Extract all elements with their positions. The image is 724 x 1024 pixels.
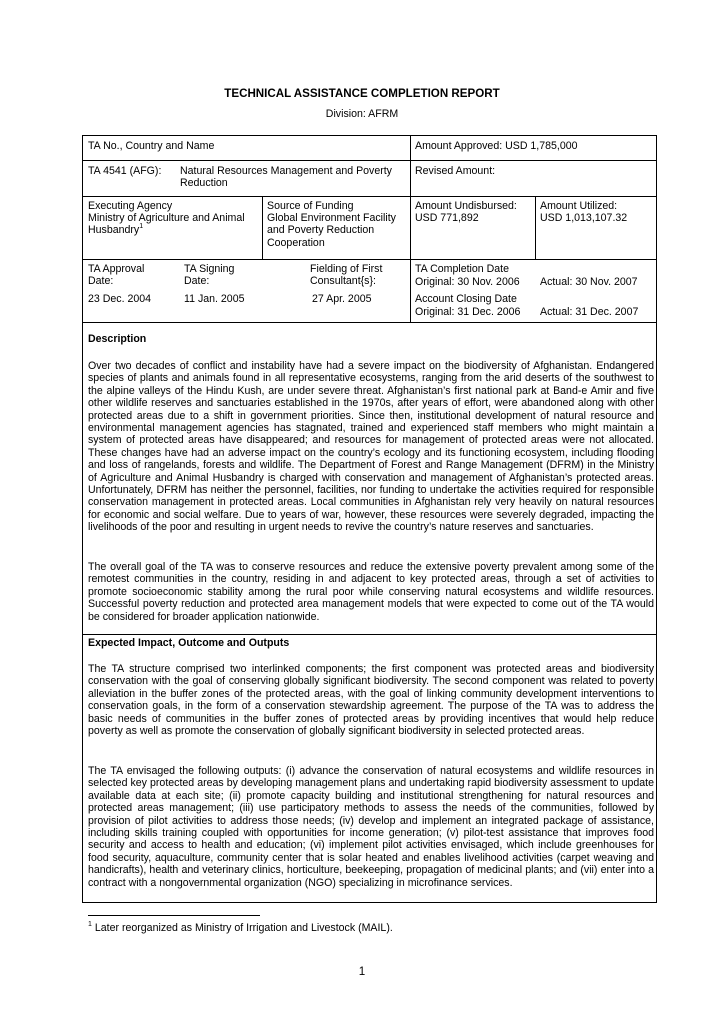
footnote-separator bbox=[88, 915, 260, 916]
division-label: Division: AFRM bbox=[325, 108, 399, 120]
description-heading: Description bbox=[88, 333, 147, 345]
table-rule bbox=[410, 135, 411, 322]
executing-agency-value: Ministry of Agriculture and Animal Husbandry$^1$ bbox=[88, 212, 245, 237]
table-rule bbox=[82, 259, 657, 260]
amount-utilized-value: USD 1,013,107.32 bbox=[540, 212, 628, 224]
footnote-number: 1 bbox=[88, 921, 92, 928]
ta-name: Natural Resources Management and Poverty Reduction bbox=[180, 165, 392, 190]
ta-no-value: TA 4541 (AFG): bbox=[88, 165, 162, 177]
table-rule bbox=[262, 196, 263, 259]
amount-utilized-label: Amount Utilized: bbox=[540, 200, 618, 212]
ta-signing-label-date: Date: bbox=[184, 275, 210, 287]
fielding-label: Fielding of First bbox=[310, 263, 383, 275]
closing-actual: Actual: 31 Dec. 2007 bbox=[540, 306, 639, 318]
page-number: 1 bbox=[358, 965, 366, 978]
section-rule bbox=[82, 634, 657, 635]
report-title: TECHNICAL ASSISTANCE COMPLETION REPORT bbox=[224, 87, 500, 100]
amount-undisbursed-value: USD 771,892 bbox=[415, 212, 479, 224]
closing-label: Account Closing Date bbox=[415, 293, 517, 305]
table-rule bbox=[82, 160, 657, 161]
closing-original: Original: 31 Dec. 2006 bbox=[415, 306, 521, 318]
completion-label: TA Completion Date bbox=[415, 263, 510, 275]
ta-approval-label: TA Approval bbox=[88, 263, 145, 275]
ta-signing-value: 11 Jan. 2005 bbox=[184, 293, 245, 305]
source-of-funding-label: Source of Funding bbox=[267, 200, 354, 212]
completion-actual: Actual: 30 Nov. 2007 bbox=[540, 276, 638, 288]
footnote-text: Later reorganized as Ministry of Irrigation and Livestock (MAIL). bbox=[94, 922, 393, 934]
amount-approved: Amount Approved: USD 1,785,000 bbox=[415, 140, 578, 152]
table-rule bbox=[82, 322, 657, 323]
expected-impact-heading: Expected Impact, Outcome and Outputs bbox=[88, 637, 290, 649]
table-rule bbox=[535, 196, 536, 259]
executing-agency-label: Executing Agency bbox=[88, 200, 173, 212]
revised-amount: Revised Amount: bbox=[415, 165, 496, 177]
source-of-funding-value: Global Environment Facility and Poverty Reduction Cooperation bbox=[267, 212, 396, 249]
fielding-value: 27 Apr. 2005 bbox=[312, 293, 372, 305]
amount-undisbursed-label: Amount Undisbursed: bbox=[415, 200, 517, 212]
footnote bbox=[88, 922, 393, 934]
goal-paragraph: The overall goal of the TA was to conserve resources and reduce the extensive poverty prevalent among some of the remotest communities in the country, residing in and adjacent to key protected areas, through a set of activities to promote socioeconomic stability among the rural poor while conserving natural ecosystems and wildlife resources. Successful poverty reduction and protected area management models that were expected to come out of the TA would be considered for broader application nationwide. bbox=[88, 561, 654, 623]
ta-no-label: TA No., Country and Name bbox=[88, 140, 215, 152]
ta-signing-label: TA Signing bbox=[184, 263, 235, 275]
fielding-label-consultant: Consultant{s}: bbox=[310, 275, 376, 287]
structure-paragraph: The TA structure comprised two interlinked components; the first component was protected areas and biodiversity conservation with the goal of conserving globally significant biodiversity. The second component was related to poverty alleviation in the buffer zones of the protected areas, with the goal of linking community development interventions to conservation goals, in the form of a conservation stewardship agreement. The purpose of the TA was to address the basic needs of communities in the buffer zones of protected areas by providing incentives that would help reduce poverty as well as promote the conservation of globally significant biodiversity in selected protected areas. bbox=[88, 663, 654, 738]
footnote-mark: 1 bbox=[139, 223, 144, 231]
ta-approval-label-date: Date: bbox=[88, 275, 114, 287]
ta-approval-value: 23 Dec. 2004 bbox=[88, 293, 152, 305]
completion-original: Original: 30 Nov. 2006 bbox=[415, 276, 520, 288]
description-paragraph: Over two decades of conflict and instability have had a severe impact on the biodiversity of Afghanistan. Endangered species of plants and animals found in all representative ecosystems, ranging from the arid deserts of the southwest to the alpine valleys of the Hindu Kush, are under severe threat. Afghanistan’s first national park at Band-e Amir and five other wildlife reserves and sanctuaries established in the 1970s, after years of effort, were abandoned along with other protected areas due to a shift in government priorities. Since then, institutional development of natural resource and environmental management agencies has stagnated, trained and experienced staff members who might maintain a system of protected areas have disappeared; and resources for management of protected areas were not allocated. These changes have had an adverse impact on the country’s ecology and its functioning ecosystem, including flooding and loss of rangelands, forests and wildlife. The Department of Forest and Range Management (DFRM) in the Ministry of Agriculture and Animal Husbandry is charged with conservation and management of Afghanistan’s protected areas. Unfortunately, DFRM has neither the personnel, facilities, nor funding to undertake the activities required for responsible conservation management in protected areas. Local communities in Afghanistan rely very heavily on natural resources for economic and social welfare. Due to years of war, however, these resources were severely degraded, impacting the livelihoods of the poor and resulting in urgent needs to revive the country’s nature reserves and sanctuaries. bbox=[88, 360, 654, 534]
outputs-paragraph: The TA envisaged the following outputs: (i) advance the conservation of natural ecosystems and wildlife resources in selected key protected areas by developing management plans and undertaking rapid biodiversity assessment to update available data at each site; (ii) promote capacity building and institutional strengthening for natural resources and protected areas management; (iii) use participatory methods to assess the needs of the communities, followed by provision of pilot activities to address those needs; (iv) develop and implement an integrated package of assistance, including skills training coupled with opportunities for income generation; (v) pilot-test assistance that improves food security and access to health and education; (vi) implement pilot activities envisaged, which include greenhouses for food security, aquaculture, community center that is solar heated and enables livelihood activities (carpet weaving and handicrafts), health and veterinary clinics, horticulture, beekeeping, propagation of medicinal plants; and (vii) enter into a contract with a nongovernmental organization (NGO) specializing in microfinance services. bbox=[88, 765, 654, 889]
table-rule bbox=[82, 196, 657, 197]
